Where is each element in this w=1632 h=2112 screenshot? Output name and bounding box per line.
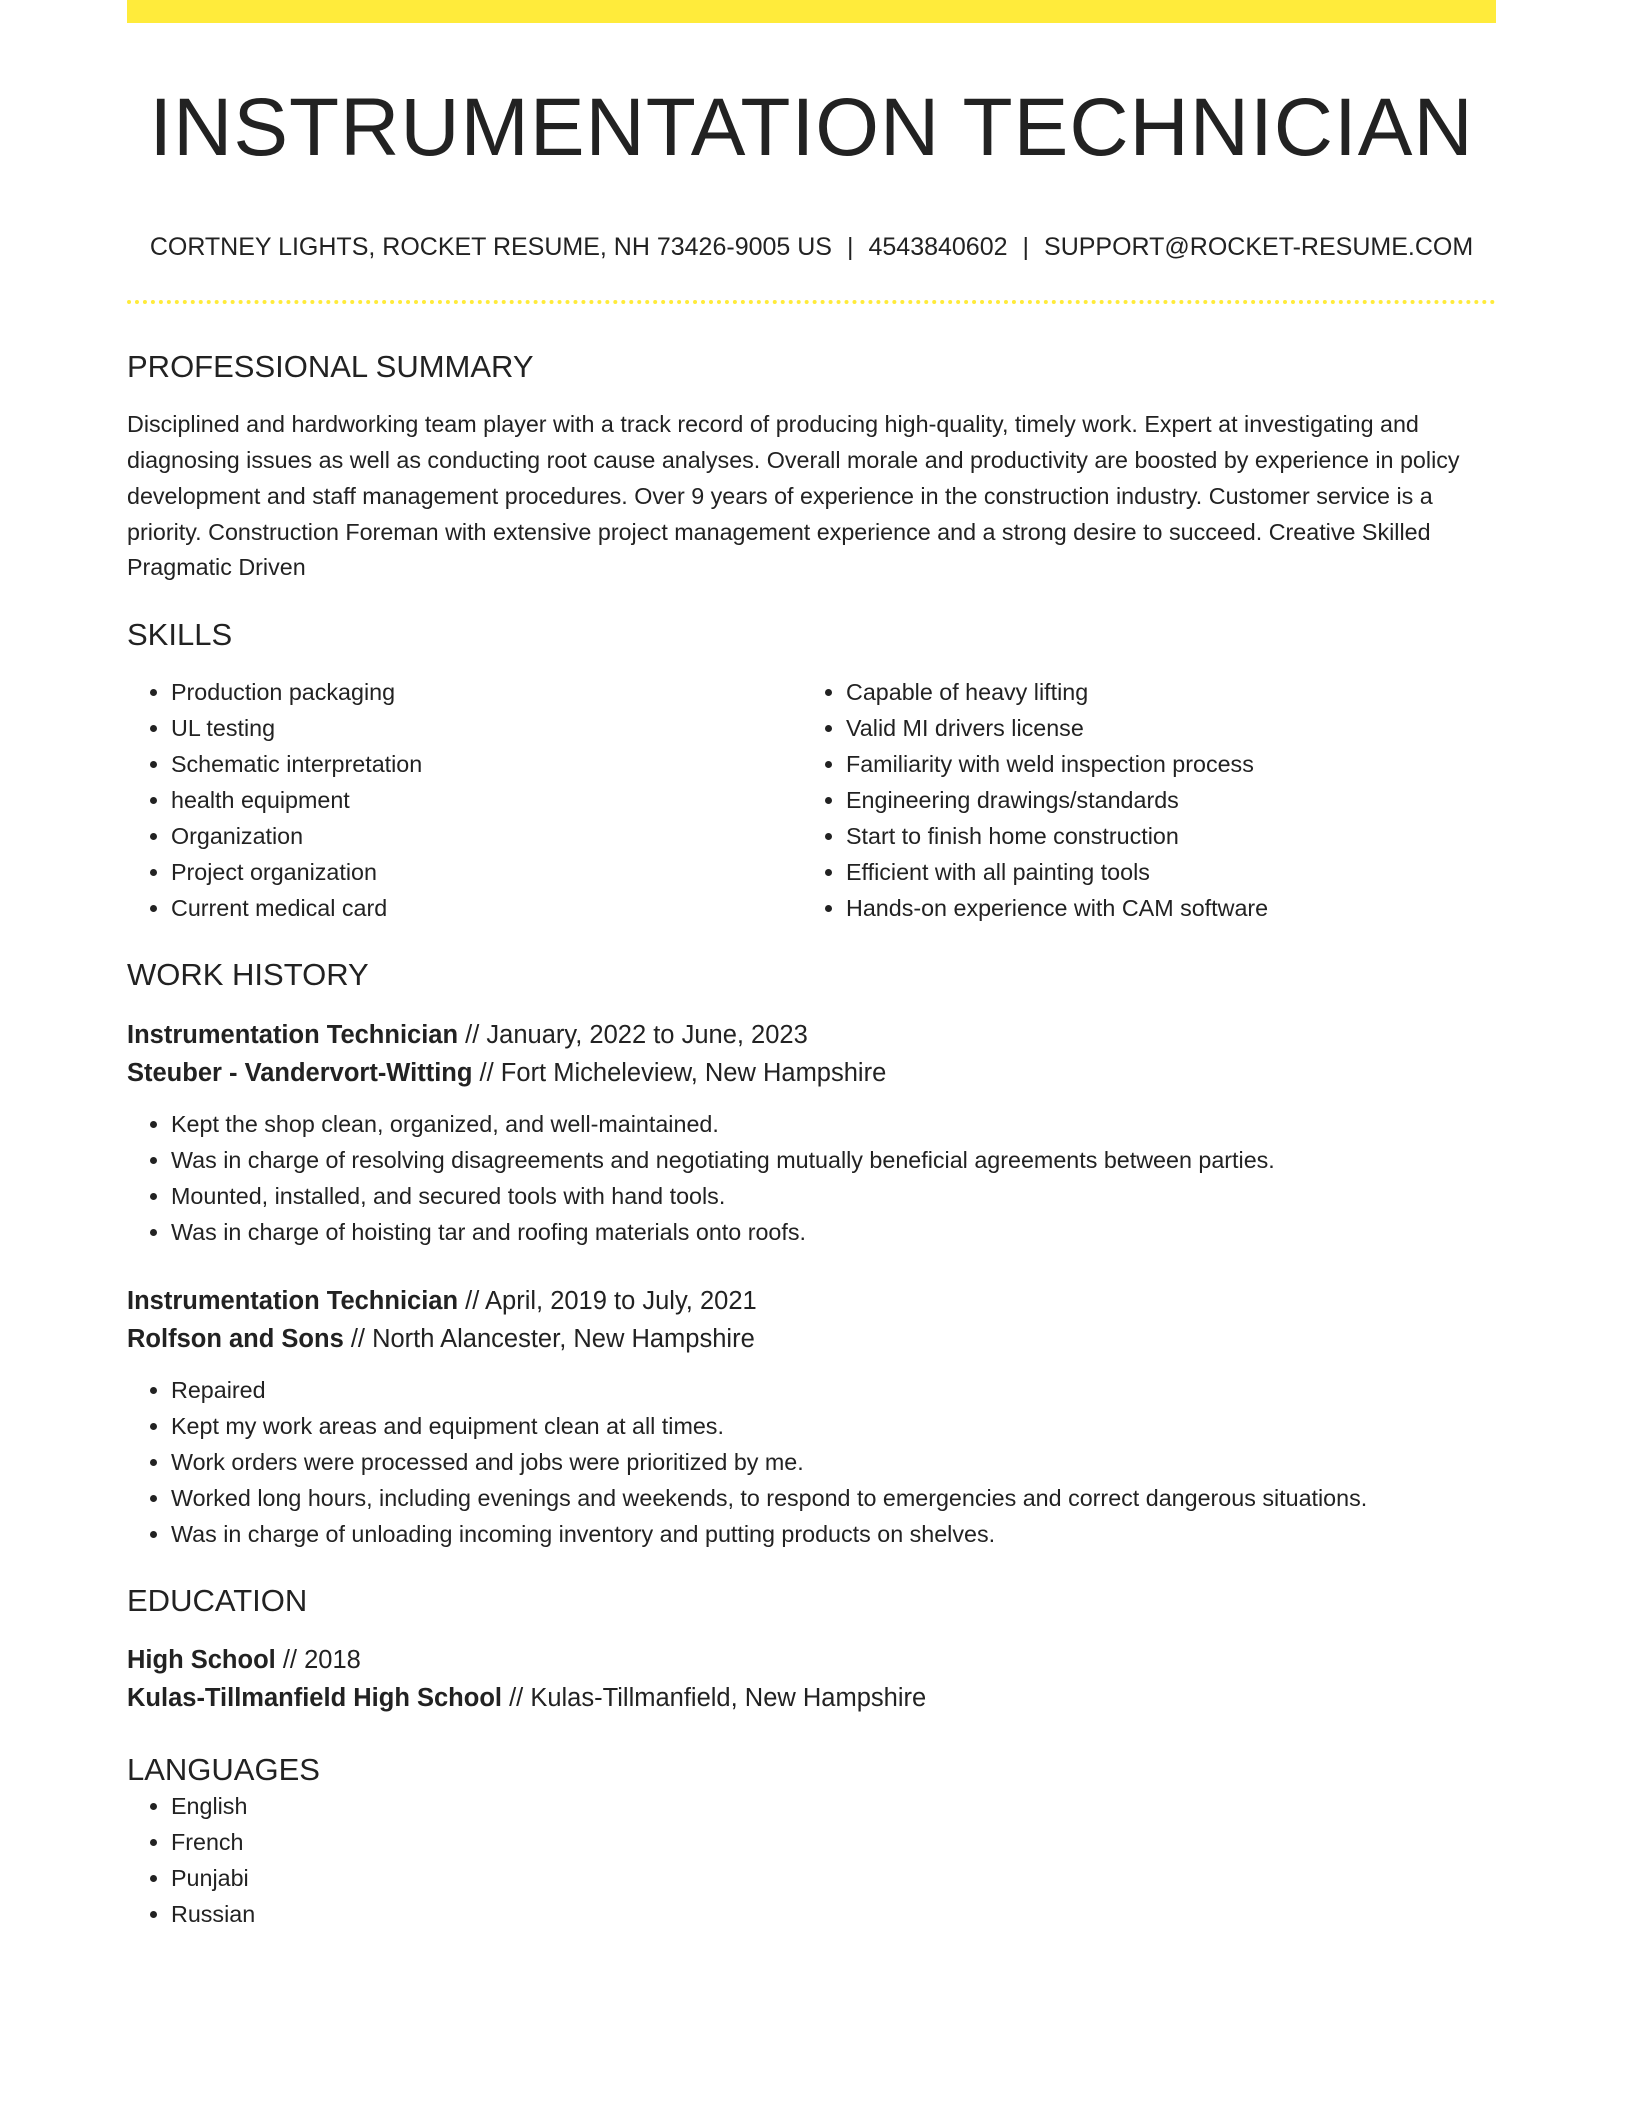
job-location: // North Alancester, New Hampshire [343,1324,755,1353]
skill-item: • Project organization [171,854,802,890]
job-bullet: • Was in charge of hoisting tar and roofing materials onto roofs. [171,1214,1496,1250]
skill-item: • Schematic interpretation [171,746,802,782]
skill-item: • Current medical card [171,890,802,926]
education-year: // 2018 [275,1645,361,1674]
job-bullet: • Mounted, installed, and secured tools with hand tools. [171,1178,1496,1214]
job-bullets [127,1372,1496,1552]
job-dates: // January, 2022 to June, 2023 [458,1020,808,1049]
job-bullet: • Work orders were processed and jobs were prioritized by me. [171,1444,1496,1480]
contact-phone: 4543840602 [868,233,1008,262]
education-entry [127,1641,1496,1717]
work-history-heading: WORK HISTORY [127,957,369,993]
language-item: • Russian [171,1896,1496,1932]
skills-right-column [802,674,1477,926]
job-bullets [127,1106,1496,1250]
job-location: // Fort Micheleview, New Hampshire [472,1058,887,1087]
skill-item: • Engineering drawings/standards [846,782,1477,818]
summary-text: Disciplined and hardworking team player with a track record of producing high-quality, timely work. Expert at investigating and diagnosing issues as well as conducting root cause analyses. Overall morale and productivity are boosted by experience in policy development and staff management procedures. Over 9 years of experience in the construction industry. Customer service is a priority. Construction Foreman with extensive project management experience and a strong desire to succeed. Creative Skilled Pragmatic Driven [127,411,1460,581]
job-bullet: • Was in charge of unloading incoming inventory and putting products on shelves. [171,1516,1496,1552]
languages-list [127,1788,1496,1932]
job-dates: // April, 2019 to July, 2021 [458,1286,757,1315]
contact-address: CORTNEY LIGHTS, ROCKET RESUME, NH 73426-9005 US [149,233,832,262]
skill-item: • Capable of heavy lifting [846,674,1477,710]
education-location: // Kulas-Tillmanfield, New Hampshire [501,1683,927,1712]
contact-separator: | [846,233,854,262]
job-title-line [127,1282,1496,1320]
resume-page [127,0,1496,1932]
contact-email: SUPPORT@ROCKET-RESUME.COM [1044,233,1474,262]
job-company: Steuber - Vandervort-Witting [127,1058,473,1087]
education-school: Kulas-Tillmanfield High School [127,1683,502,1712]
accent-top-bar [127,0,1496,23]
skill-item: • Production packaging [171,674,802,710]
education-heading: EDUCATION [127,1582,308,1618]
language-item: • French [171,1824,1496,1860]
skill-item: • Organization [171,818,802,854]
summary-heading: PROFESSIONAL SUMMARY [127,349,534,385]
skills-heading: SKILLS [127,617,233,653]
job-bullet: • Kept the shop clean, organized, and well-maintained. [171,1106,1496,1142]
job-company: Rolfson and Sons [127,1324,344,1353]
job-company-line [127,1054,1496,1092]
dotted-divider [127,300,1496,304]
language-item: • English [171,1788,1496,1824]
skill-item: • Start to finish home construction [846,818,1477,854]
job-bullet: • Worked long hours, including evenings and weekends, to respond to emergencies and correct dangerous situations. [171,1480,1496,1516]
education-school-line [127,1679,1496,1717]
skills-right-list [802,674,1477,926]
job-bullet: • Was in charge of resolving disagreements and negotiating mutually beneficial agreements between parties. [171,1142,1496,1178]
job-entry [127,1282,1496,1552]
language-item: • Punjabi [171,1860,1496,1896]
skills-columns [127,674,1496,926]
skill-item: • UL testing [171,710,802,746]
skills-left-column [127,674,802,926]
resume-title: INSTRUMENTATION TECHNICIAN [149,82,1474,173]
contact-separator: | [1022,233,1030,262]
job-company-line [127,1320,1496,1358]
skill-item: • health equipment [171,782,802,818]
education-degree: High School [127,1645,276,1674]
job-entry [127,1016,1496,1250]
languages-heading: LANGUAGES [127,1751,320,1787]
skill-item: • Familiarity with weld inspection process [846,746,1477,782]
skill-item: • Hands-on experience with CAM software [846,890,1477,926]
skills-left-list [127,674,802,926]
job-title-line [127,1016,1496,1054]
job-bullet: • Repaired [171,1372,1496,1408]
skill-item: • Valid MI drivers license [846,710,1477,746]
education-degree-line [127,1641,1496,1679]
contact-line [127,233,1496,262]
job-bullet: • Kept my work areas and equipment clean at all times. [171,1408,1496,1444]
job-title: Instrumentation Technician [127,1286,459,1315]
job-title: Instrumentation Technician [127,1020,459,1049]
skill-item: • Efficient with all painting tools [846,854,1477,890]
